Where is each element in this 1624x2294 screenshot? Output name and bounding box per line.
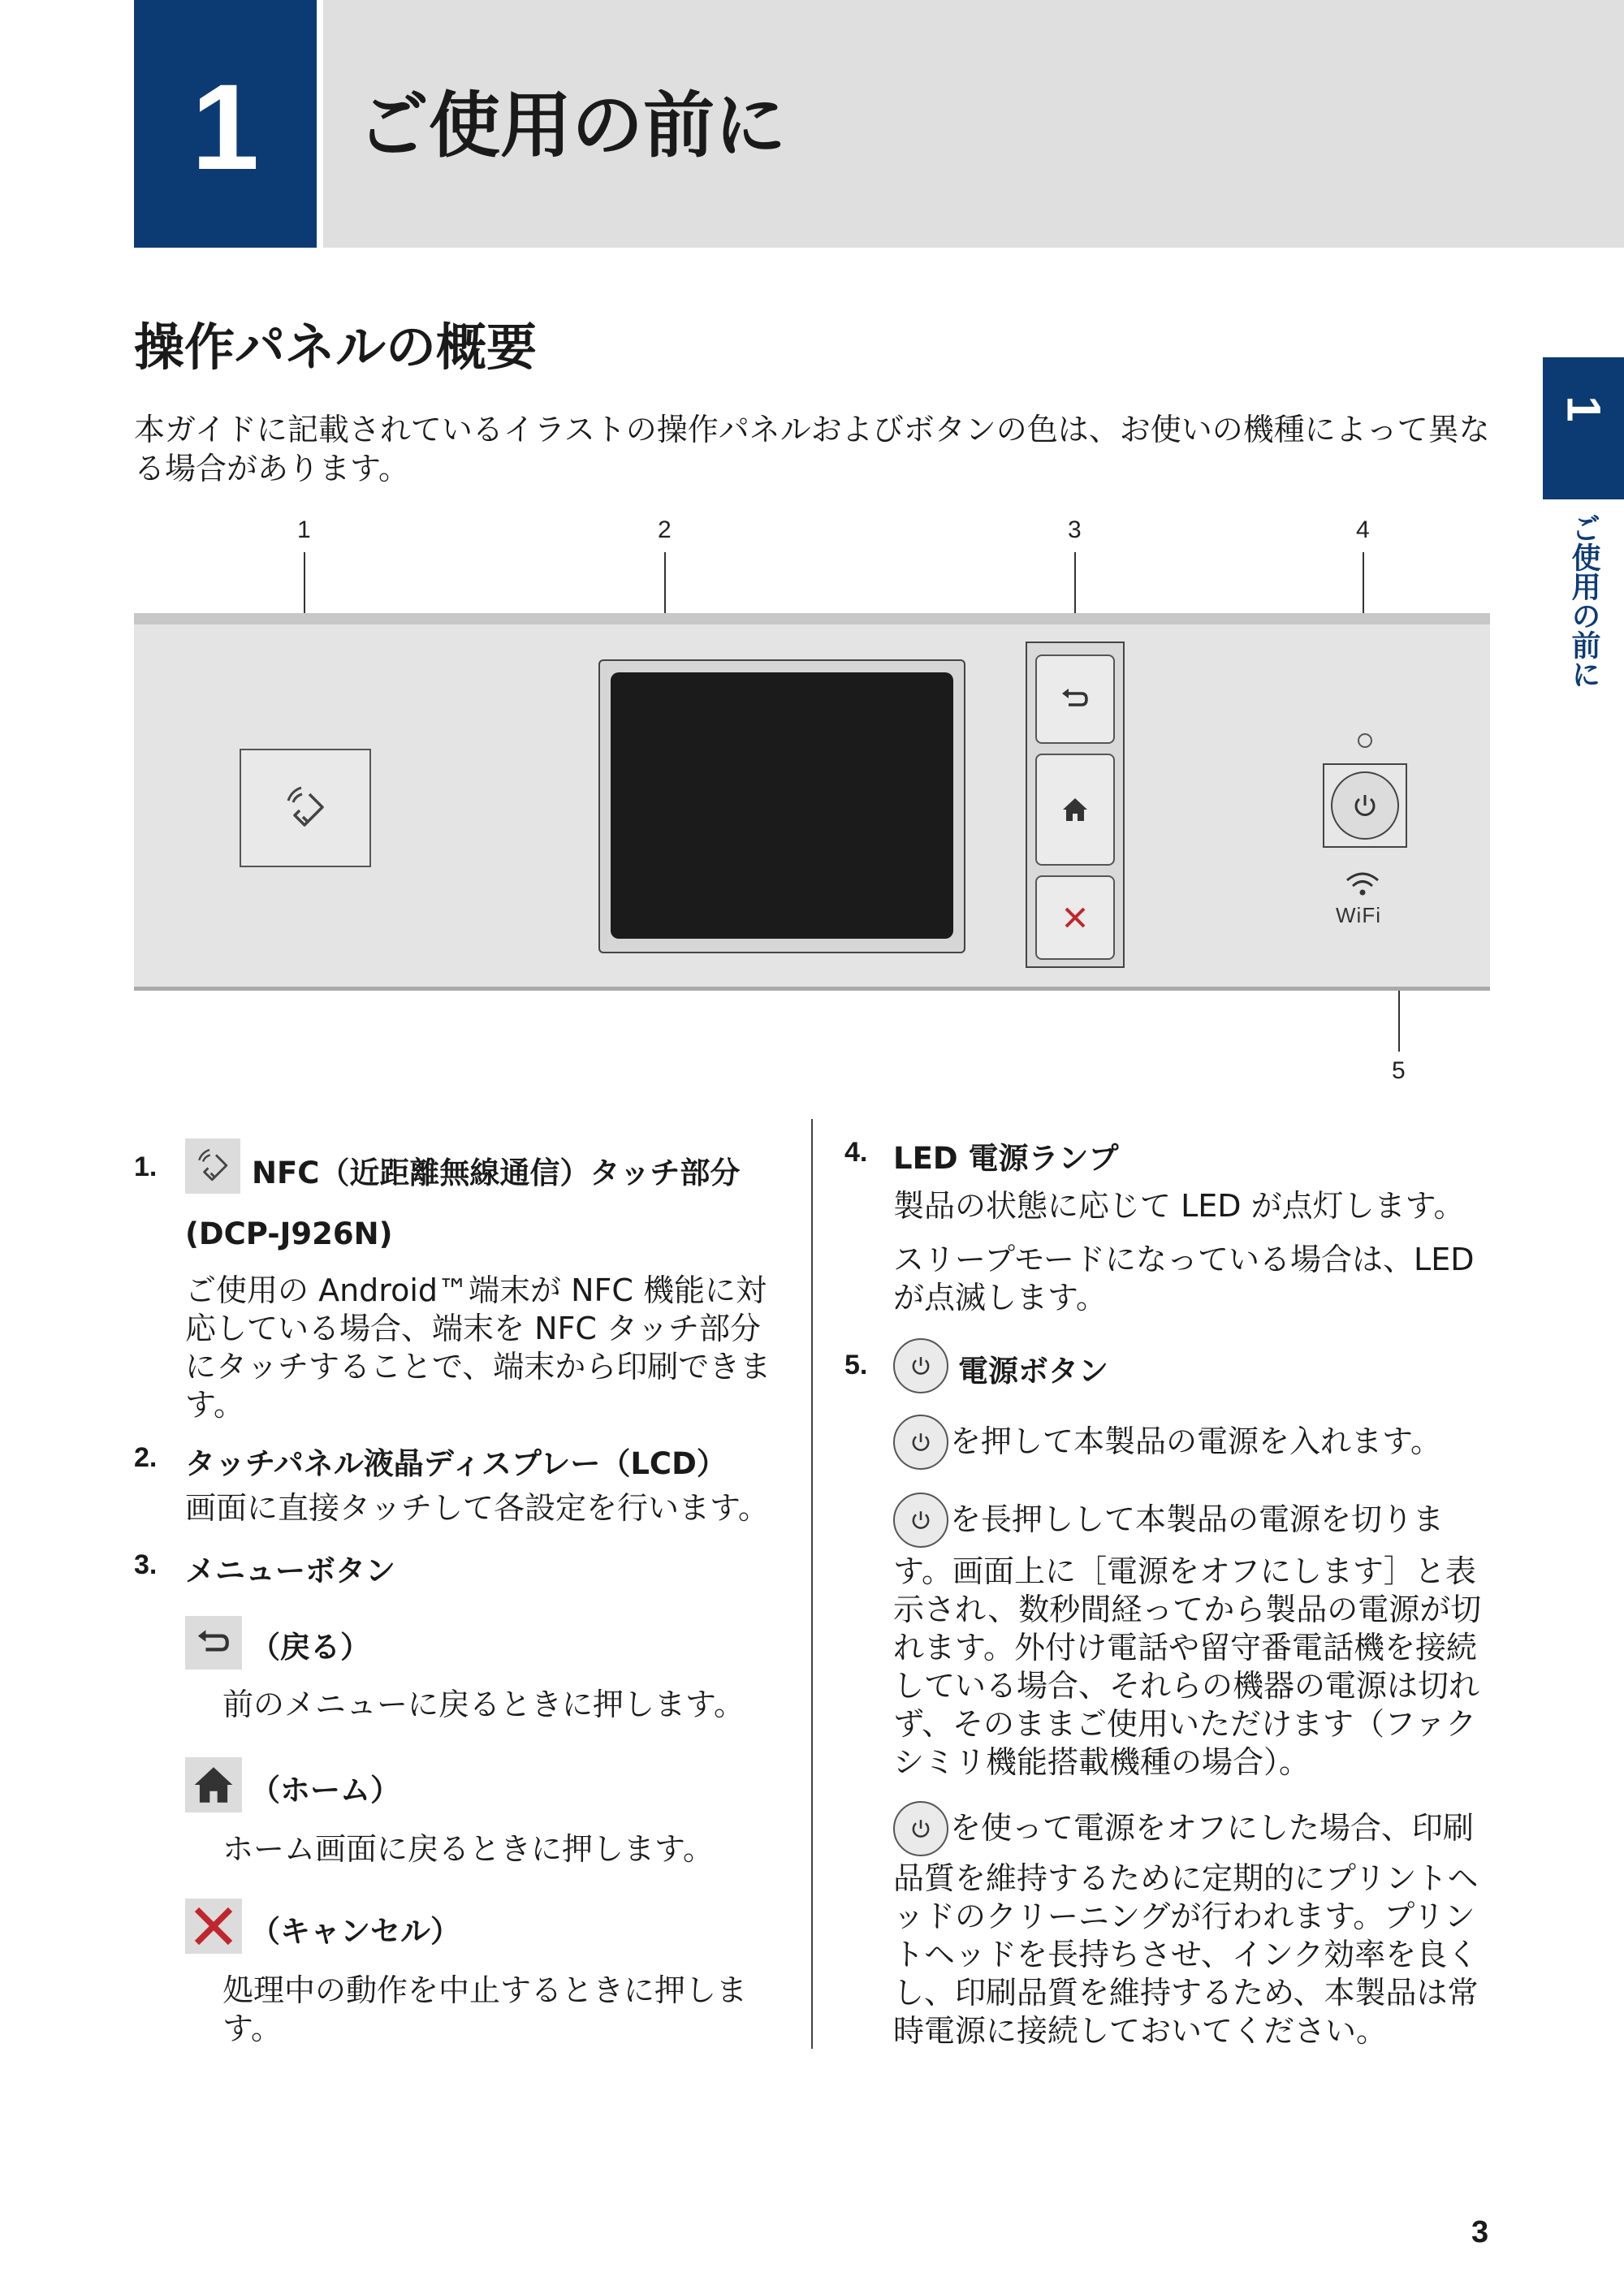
panel-top-edge [134,613,1490,624]
home-icon-inline [185,1757,242,1812]
nfc-icon [190,1143,235,1189]
back-description: 前のメニューに戻るときに押します。 [222,1687,745,1722]
cancel-description: 処理中の動作を中止するときに押します。 [222,1972,748,2046]
cancel-x-icon [1063,905,1087,930]
item-4-number: 4. [844,1137,868,1168]
section-title: 操作パネルの概要 [134,318,538,377]
cancel-x-icon [191,1903,236,1949]
power-on-instruction: を押して本製品の電源を入れます。 [950,1423,1441,1459]
power-off-instruction-lead: を長押しして本製品の電源を切りま [950,1501,1445,1537]
item-1-model: (DCP-J926N) [185,1216,393,1251]
power-icon [909,1430,933,1454]
home-icon [191,1762,236,1808]
callout-3: 3 [1068,516,1082,543]
item-4-description-1: 製品の状態に応じて LED が点灯します。 [893,1188,1465,1224]
nfc-icon [277,780,334,836]
column-divider [811,1119,813,2049]
cancel-icon-inline [185,1899,242,1954]
item-2-title: タッチパネル液晶ディスプレー（LCD） [185,1446,727,1481]
panel-home-button [1035,754,1115,866]
item-4-title: LED 電源ランプ [893,1141,1119,1176]
chapter-title: ご使用の前に [357,84,787,167]
power-icon-inline [893,1415,948,1470]
power-icon [1350,791,1380,820]
back-icon-inline [185,1616,242,1670]
chapter-number: 1 [191,58,260,195]
wifi-label: WiFi [1336,903,1381,927]
cancel-label: （キャンセル） [250,1914,460,1949]
item-1-title: NFC（近距離無線通信）タッチ部分 [252,1156,741,1190]
back-arrow-icon [192,1628,235,1657]
menu-button-column [1026,642,1125,968]
power-off-instruction: す。画面上に［電源をオフにします］と表示され、数秒間経ってから製品の電源が切れます。外付け電話や留守番電話機を接続している場合、それらの機器の電源は切れず、そのままご使用いただけます（ファクシミリ機能搭載機種の場合）。 [893,1553,1482,1780]
page-number: 3 [1471,2215,1489,2249]
maintenance-note-lead: を使って電源をオフにした場合、印刷 [950,1810,1474,1846]
home-description: ホーム画面に戻るときに押します。 [222,1831,714,1867]
item-5-title: 電源ボタン [958,1354,1108,1389]
callout-4: 4 [1356,516,1370,543]
item-2-description: 画面に直接タッチして各設定を行います。 [185,1490,769,1526]
power-icon [909,1354,933,1378]
item-1-description: ご使用の Android™端末が NFC 機能に対応している場合、端末を NFC タッチ部分にタッチすることで、端末から印刷できます。 [185,1272,771,1423]
power-icon [909,1508,933,1532]
panel-back-button [1035,655,1115,744]
intro-text: 本ガイドに記載されているイラストの操作パネルおよびボタンの色は、お使いの機種によって異なる場合があります。 [134,412,1490,486]
side-tab-number: 1 [1557,395,1610,422]
lcd-screen [611,672,953,939]
callout-1: 1 [297,516,311,543]
panel-cancel-button [1035,875,1115,960]
item-1-number: 1. [134,1151,158,1182]
power-led [1358,733,1372,748]
side-tab-label: ご使用の前に [1567,513,1600,689]
home-icon [1060,795,1090,824]
power-icon-inline [893,1338,948,1393]
item-3-number: 3. [134,1549,158,1580]
callout-5: 5 [1392,1057,1406,1084]
home-label: （ホーム） [250,1773,400,1808]
item-3-title: メニューボタン [185,1553,395,1588]
panel-power-button [1331,771,1399,840]
back-label: （戻る） [250,1630,370,1665]
back-arrow-icon [1059,687,1091,711]
maintenance-note: 品質を維持するために定期的にプリントヘッドのクリーニングが行われます。プリントヘッドを長持ちさせ、インク効率を良くし、印刷品質を維持するため、本製品は常時電源に接続しておいてください。 [893,1860,1479,2049]
panel-bottom-edge [134,987,1490,991]
nfc-icon-inline [185,1138,240,1194]
item-2-number: 2. [134,1442,158,1473]
item-4-description-2: スリープモードになっている場合は、LED が点滅します。 [893,1242,1475,1315]
wifi-icon [1344,871,1381,898]
power-icon [909,1817,933,1841]
nfc-touch-area [240,749,371,867]
power-icon-inline [893,1801,948,1856]
item-5-number: 5. [844,1350,868,1380]
power-icon-inline [893,1493,948,1548]
callout-2: 2 [658,516,672,543]
